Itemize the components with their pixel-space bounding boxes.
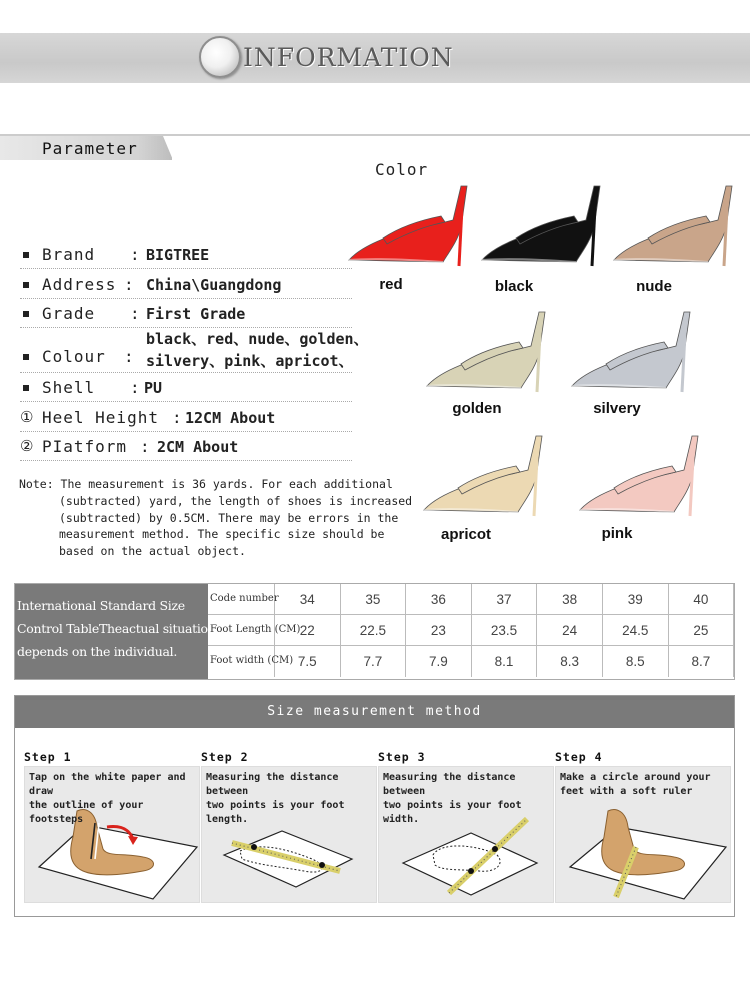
note-line: based on the actual object.: [59, 544, 246, 559]
size-table-title: [15, 584, 216, 679]
shoe-label-pink: pink: [601, 525, 633, 542]
step-4: [555, 750, 731, 797]
information-banner: [0, 33, 750, 83]
spec-value: China\Guangdong: [146, 276, 282, 294]
step-panel: [555, 766, 731, 903]
table-row: [208, 646, 734, 677]
spec-separator: :: [130, 245, 141, 264]
spec-value: 2CM About: [157, 438, 239, 456]
shoe-pink-icon: [576, 430, 716, 522]
row-header: Foot width (CM): [208, 646, 275, 677]
spec-value: First Grade: [146, 305, 246, 323]
shoe-label-apricot: apricot: [440, 526, 491, 543]
measurement-note: [19, 476, 419, 560]
step-title: Step 4: [555, 750, 603, 764]
spec-label: Colour: [42, 347, 106, 366]
table-cell: 37: [472, 584, 538, 615]
spec-value: PU: [144, 379, 163, 397]
table-cell: 8.5: [603, 646, 669, 677]
parameter-tab: [0, 136, 172, 160]
size-title-line: International Standard Size: [17, 598, 185, 613]
step-title: Step 3: [378, 750, 426, 764]
note-line: (subtracted) by 0.5CM. There may be errors in the: [59, 510, 399, 525]
spec-heel-height: [20, 406, 352, 432]
table-cell: 22: [275, 615, 341, 646]
spec-value-line2: silvery、pink、apricot、: [146, 352, 354, 370]
spec-separator: :: [130, 378, 141, 397]
measurement-heading: Size measurement method: [15, 696, 734, 728]
bullet-icon: [23, 354, 29, 360]
spec-label: Brand: [42, 245, 96, 264]
row-header: Foot Length (CM): [208, 615, 275, 646]
step-title: Step 1: [24, 750, 72, 764]
table-cell: 40: [669, 584, 735, 615]
step-panel: [24, 766, 200, 903]
table-cell: 38: [537, 584, 603, 615]
shoe-black-icon: [478, 180, 618, 272]
step-2: [201, 750, 377, 825]
size-table: [14, 583, 735, 680]
table-cell: 7.7: [341, 646, 407, 677]
spec-shell: [20, 376, 352, 402]
spec-label: Grade: [42, 304, 96, 323]
table-cell: 24: [537, 615, 603, 646]
bullet-icon: [23, 311, 29, 317]
size-title-line: depends on the individual.: [17, 644, 178, 659]
shoe-golden-icon: [423, 306, 563, 398]
spec-marker: ①: [20, 408, 34, 426]
shoe-label-golden: golden: [452, 400, 502, 417]
circle-emblem-icon: [199, 36, 241, 78]
spec-grade: [20, 302, 352, 328]
step-3: [378, 750, 554, 825]
spec-separator: :: [140, 437, 151, 456]
table-cell: 7.5: [275, 646, 341, 677]
note-line: (subtracted) yard, the length of shoes is increased: [59, 493, 413, 508]
parameter-tab-label: Parameter: [42, 139, 138, 158]
step-title: Step 2: [201, 750, 249, 764]
table-cell: 39: [603, 584, 669, 615]
table-cell: 34: [275, 584, 341, 615]
table-row: [208, 615, 734, 646]
spec-value: 12CM About: [185, 409, 276, 427]
spec-label: Heel Height: [42, 408, 159, 427]
bullet-icon: [23, 282, 29, 288]
shoe-nude-icon: [610, 180, 750, 272]
banner-title: INFORMATION: [243, 43, 454, 72]
step-desc: Measuring the distance between two points is your foot length.: [206, 772, 345, 825]
table-cell: 8.7: [669, 646, 735, 677]
table-cell: 25: [669, 615, 735, 646]
row-header: Code number: [208, 584, 275, 615]
shoe-silvery-icon: [568, 306, 708, 398]
shoe-label-red: red: [379, 276, 403, 293]
color-heading: Color: [375, 160, 429, 179]
spec-separator: :: [130, 304, 141, 323]
step-1: [24, 750, 200, 825]
table-cell: 23: [406, 615, 472, 646]
bullet-icon: [23, 385, 29, 391]
spec-value: BIGTREE: [146, 246, 210, 264]
spec-label: Shell: [42, 378, 96, 397]
shoe-label-silvery: silvery: [593, 400, 641, 417]
shoe-red-icon: [345, 180, 485, 272]
shoe-label-black: black: [494, 278, 534, 295]
table-cell: 35: [341, 584, 407, 615]
spec-colour: [20, 330, 369, 373]
spec-separator: :: [172, 408, 183, 427]
size-grid: [208, 584, 734, 679]
spec-address: [20, 273, 352, 299]
spec-separator: :: [124, 275, 135, 294]
step-desc: Measuring the distance between two points is your foot width.: [383, 772, 522, 825]
table-cell: 7.9: [406, 646, 472, 677]
note-line: Note: The measurement is 36 yards. For each additional: [19, 477, 393, 491]
spec-label: Address: [42, 275, 117, 294]
spec-marker: ②: [20, 437, 34, 455]
table-cell: 8.3: [537, 646, 603, 677]
spec-platform: [20, 435, 352, 461]
step-desc: Make a circle around your feet with a soft ruler: [560, 772, 711, 797]
table-row: [208, 584, 734, 615]
spec-label: PIatform: [42, 437, 128, 456]
shoe-apricot-icon: [420, 430, 560, 522]
step-panel: [378, 766, 554, 903]
table-cell: 23.5: [472, 615, 538, 646]
size-measurement-section: [14, 695, 735, 917]
table-cell: 24.5: [603, 615, 669, 646]
size-title-line: Control TableTheactual situation: [17, 621, 216, 636]
spec-value-line1: black、red、nude、golden、: [146, 330, 369, 348]
table-cell: 36: [406, 584, 472, 615]
spec-brand: [20, 243, 352, 269]
table-cell: 22.5: [341, 615, 407, 646]
note-line: measurement method. The specific size should be: [59, 527, 385, 542]
shoe-label-nude: nude: [636, 278, 672, 295]
step-desc: Tap on the white paper and draw the outline of your footsteps: [29, 772, 186, 825]
spec-separator: :: [124, 347, 135, 366]
step-panel: [201, 766, 377, 903]
bullet-icon: [23, 252, 29, 258]
table-cell: 8.1: [472, 646, 538, 677]
